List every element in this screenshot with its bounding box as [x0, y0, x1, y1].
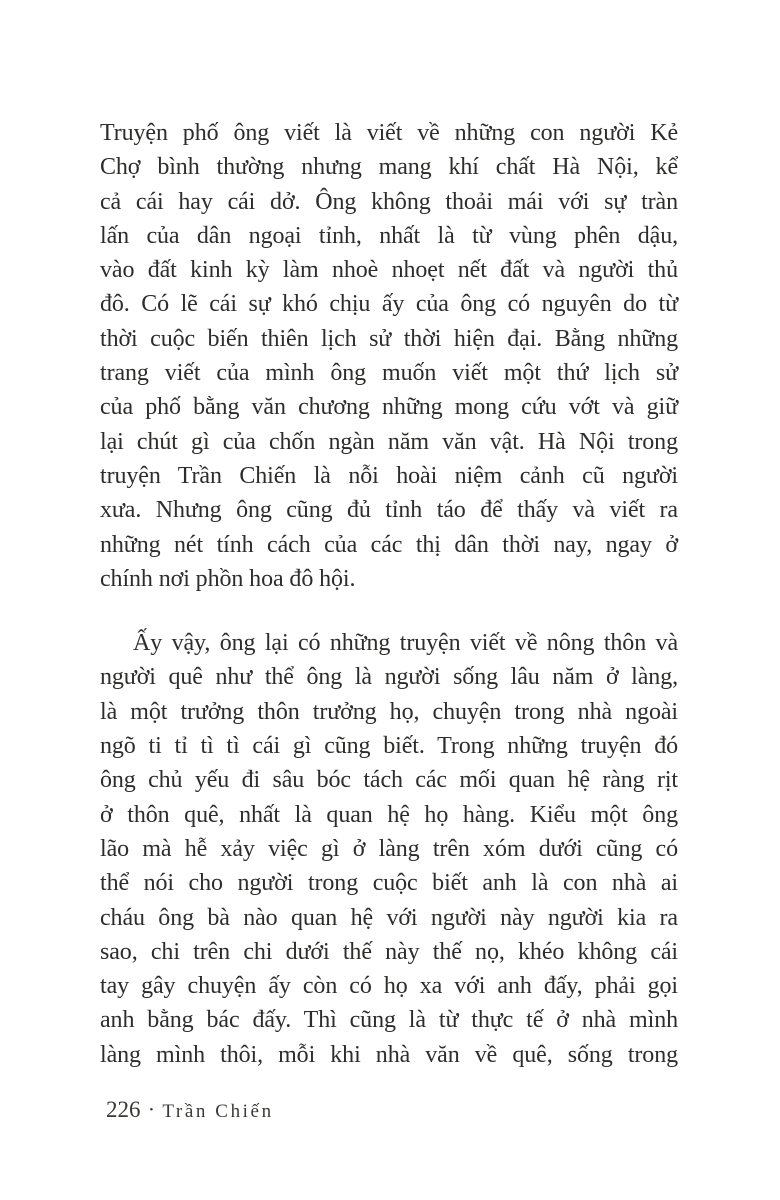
text-line: chính nơi phồn hoa đô hội. — [100, 565, 356, 592]
text-line: ông chủ yếu đi sâu bóc tách các mối quan hệ ràng rịt — [100, 767, 678, 794]
text-line: sao, chi trên chi dưới thế này thế nọ, khéo không cái — [100, 938, 678, 965]
text-line: lão mà hễ xảy việc gì ở làng trên xóm dưới cũng có — [100, 835, 678, 862]
text-line: cả cái hay cái dở. Ông không thoải mái với sự tràn — [100, 188, 678, 215]
text-line: cháu ông bà nào quan hệ với người này người kia ra — [100, 904, 678, 931]
text-line: đô. Có lẽ cái sự khó chịu ấy của ông có nguyên do từ — [100, 291, 678, 318]
text-line: truyện Trần Chiến là nỗi hoài niệm cảnh cũ người — [100, 462, 678, 489]
footer-separator-dot: • — [149, 1104, 154, 1116]
text-line: vào đất kinh kỳ làm nhoè nhoẹt nết đất và người thủ — [100, 257, 678, 284]
paragraph — [100, 626, 678, 1072]
text-line: xưa. Nhưng ông cũng đủ tỉnh táo để thấy và viết ra — [100, 497, 678, 524]
text-line: anh bằng bác đấy. Thì cũng là từ thực tế ở nhà mình — [100, 1007, 678, 1034]
text-line: ở thôn quê, nhất là quan hệ họ hàng. Kiểu một ông — [100, 801, 678, 828]
text-line: những nét tính cách của các thị dân thời nay, ngay ở — [100, 531, 678, 558]
text-line: người quê như thể ông là người sống lâu năm ở làng, — [100, 664, 678, 691]
paragraph — [100, 116, 678, 596]
text-line: thời cuộc biến thiên lịch sử thời hiện đại. Bằng những — [100, 325, 678, 352]
text-line: ngõ ti tỉ tì tì cái gì cũng biết. Trong những truyện đó — [100, 733, 678, 760]
page-number: 226 — [106, 1097, 141, 1122]
text-line: thể nói cho người trong cuộc biết anh là con nhà ai — [100, 870, 678, 897]
text-line: Chợ bình thường nhưng mang khí chất Hà Nội, kể — [100, 154, 678, 181]
text-line: làng mình thôi, mỗi khi nhà văn về quê, sống trong — [100, 1041, 678, 1068]
running-title: Trần Chiến — [162, 1101, 274, 1122]
text-line: tay gây chuyện ấy còn có họ xa với anh đấy, phải gọi — [100, 973, 678, 1000]
text-line: lấn của dân ngoại tỉnh, nhất là từ vùng phên dậu, — [100, 222, 678, 249]
text-line: của phố bằng văn chương những mong cứu vớt và giữ — [100, 394, 678, 421]
text-line: Ấy vậy, ông lại có những truyện viết về nông thôn và — [133, 630, 678, 657]
page-footer — [106, 1095, 274, 1127]
text-line: lại chút gì của chốn ngàn năm văn vật. Hà Nội trong — [100, 428, 678, 455]
text-line: Truyện phố ông viết là viết về những con người Kẻ — [100, 120, 678, 146]
body-text — [100, 116, 678, 1072]
text-line: là một trưởng thôn trưởng họ, chuyện trong nhà ngoài — [100, 698, 678, 725]
text-line: trang viết của mình ông muốn viết một thứ lịch sử — [100, 360, 678, 387]
